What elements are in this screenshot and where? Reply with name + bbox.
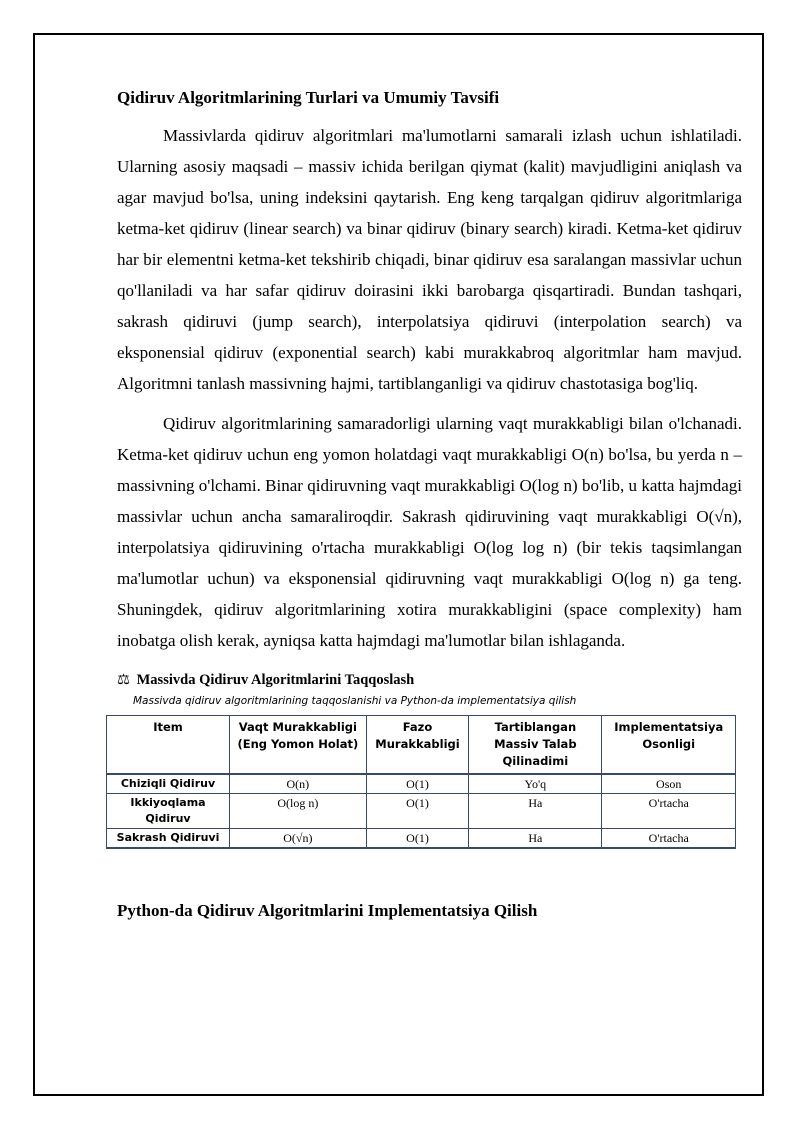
table-cell: O(1) xyxy=(366,774,469,794)
header-space-complexity: Fazo Murakkabligi xyxy=(366,716,469,775)
table-cell: O(log n) xyxy=(230,794,367,829)
comparison-table xyxy=(106,715,736,849)
balance-scale-icon: ⚖ xyxy=(117,672,130,688)
paragraph-2: Qidiruv algoritmlarining samaradorligi ularning vaqt murakkabligi bilan o'lchanadi. Ketma-ket qidiruv uchun eng yomon holatdagi vaqt murakkabligi O(n) bo'lsa, bu yerda n – massivning o'lchami. Binar qidiruvning vaqt murakkabligi O(log n) bo'lib, u katta hajmdagi massivlar uchun ancha samaraliroqdir. Sakrash qidiruvining vaqt murakkabligi O(√n), interpolatsiya qidiruvining o'rtacha murakkabligi O(log log n) (bir tekis taqsimlangan ma'lumotlar uchun) va eksponensial qidiruvning vaqt murakkabligi O(log n) ga teng. Shuningdek, qidiruv algoritmlarining xotira murakkabligini (space complexity) ham inobatga olish kerak, ayniqsa katta hajmdagi ma'lumotlar bilan ishlaganda. xyxy=(117,414,742,650)
table-cell: O'rtacha xyxy=(602,829,736,849)
row-label: Sakrash Qidiruvi xyxy=(107,829,230,849)
table-row xyxy=(107,829,736,849)
header-time-complexity: Vaqt Murakkabligi (Eng Yomon Holat) xyxy=(230,716,367,775)
table-cell: Ha xyxy=(469,829,602,849)
header-item: Item xyxy=(107,716,230,775)
table-cell: O(√n) xyxy=(230,829,367,849)
row-label: Chiziqli Qidiruv xyxy=(107,774,230,794)
table-heading xyxy=(117,670,742,690)
table-cell: Ha xyxy=(469,794,602,829)
paragraph-1: Massivlarda qidiruv algoritmlari ma'lumotlarni samarali izlash uchun ishlatiladi. Ularning asosiy maqsadi – massiv ichida berilgan qiymat (kalit) mavjudligini aniqlash va agar mavjud bo'lsa, uning indeksini qaytarish. Eng keng tarqalgan qidiruv algoritmlariga ketma-ket qidiruv (linear search) va binar qidiruv (binary search) kiradi. Ketma-ket qidiruv har bir elementni ketma-ket tekshirib chiqadi, binar qidiruv esa saralangan massivlar uchun qo'llaniladi va har safar qidiruv doirasini ikki barobarga qisqartiradi. Bundan tashqari, sakrash qidiruvi (jump search), interpolatsiya qidiruvi (interpolation search) va eksponensial qidiruv (exponential search) kabi murakkabroq algoritmlar ham mavjud. Algoritmni tanlash massivning hajmi, tartiblanganligi va qidiruv chastotasiga bog'liq. xyxy=(117,126,742,393)
document-content xyxy=(117,84,742,925)
table-cell: O(1) xyxy=(366,794,469,829)
table-row xyxy=(107,794,736,829)
header-ease: Implementatsiya Osonligi xyxy=(602,716,736,775)
next-section-title: Python-da Qidiruv Algoritmlarini Implementatsiya Qilish xyxy=(117,901,538,920)
table-cell: O(n) xyxy=(230,774,367,794)
table-cell: O'rtacha xyxy=(602,794,736,829)
table-heading-text: Massivda Qidiruv Algoritmlarini Taqqoslash xyxy=(136,672,415,688)
table-cell: O(1) xyxy=(366,829,469,849)
row-label: Ikkiyoqlama Qidiruv xyxy=(107,794,230,829)
section-title: Qidiruv Algoritmlarining Turlari va Umumiy Tavsifi xyxy=(117,88,500,107)
table-caption: Massivda qidiruv algoritmlarining taqqoslanishi va Python-da implementatsiya qilish xyxy=(133,695,577,707)
table-row xyxy=(107,774,736,794)
table-cell: Yo'q xyxy=(469,774,602,794)
header-sorted-required: Tartiblangan Massiv Talab Qilinadimi xyxy=(469,716,602,775)
table-header-row xyxy=(107,716,736,775)
table-cell: Oson xyxy=(602,774,736,794)
